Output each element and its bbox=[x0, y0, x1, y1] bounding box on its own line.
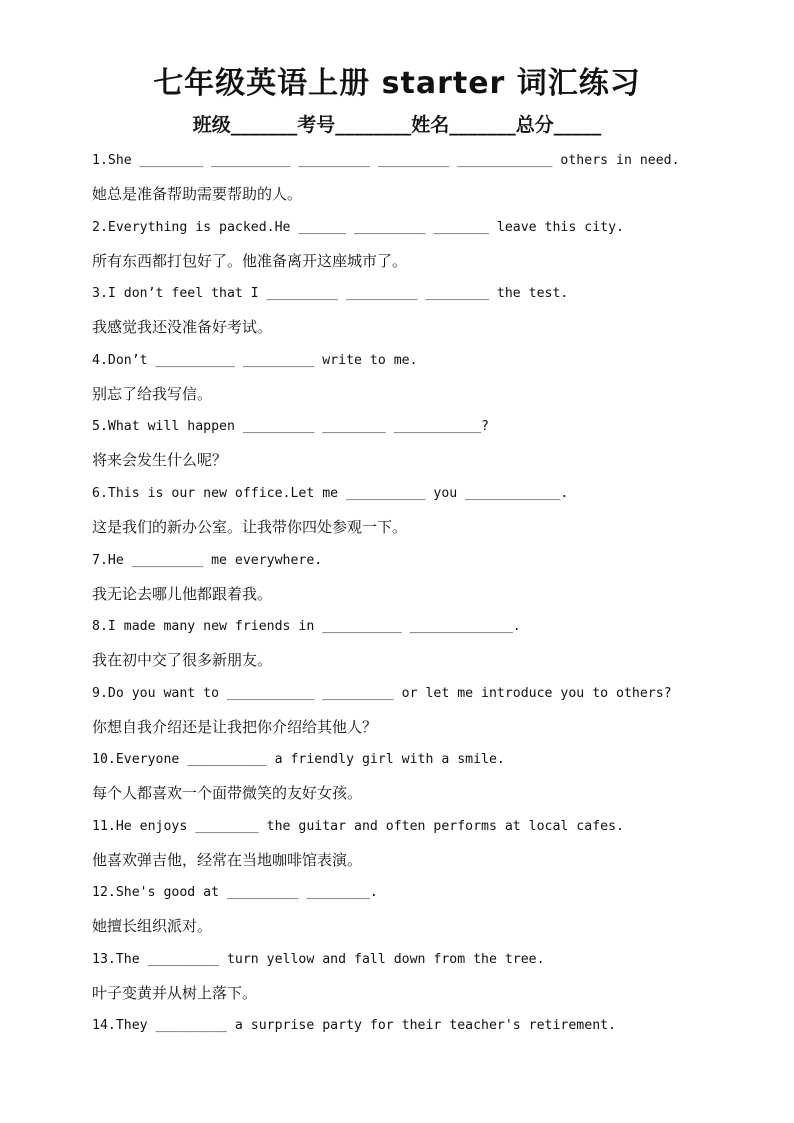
question-8-en: 8.I made many new friends in __________ _____________. bbox=[92, 619, 521, 634]
question-14-en: 14.They _________ a surprise party for their teacher's retirement. bbox=[92, 1018, 617, 1033]
question-9-en: 9.Do you want to ___________ _________ or let me introduce you to others? bbox=[92, 686, 672, 701]
question-4-cn: 别忘了给我写信。 bbox=[92, 385, 213, 403]
question-11-en: 11.He enjoys ________ the guitar and often performs at local cafes. bbox=[92, 819, 624, 834]
question-7-cn: 我无论去哪儿他都跟着我。 bbox=[92, 585, 273, 603]
question-2-cn: 所有东西都打包好了。他准备离开这座城市了。 bbox=[92, 252, 408, 270]
question-13-cn: 叶子变黄并从树上落下。 bbox=[92, 984, 258, 1002]
question-1-cn: 她总是准备帮助需要帮助的人。 bbox=[92, 185, 303, 203]
question-12-en: 12.She's good at _________ ________. bbox=[92, 885, 378, 900]
question-12-cn: 她擅长组织派对。 bbox=[92, 917, 213, 935]
question-5-en: 5.What will happen _________ ________ ___________? bbox=[92, 419, 489, 434]
question-5-cn: 将来会发生什么呢？ bbox=[92, 451, 228, 469]
question-8-cn: 我在初中交了很多新朋友。 bbox=[92, 651, 273, 669]
question-1-en: 1.She ________ __________ _________ _________ ____________ others in need. bbox=[92, 153, 680, 168]
question-3-cn: 我感觉我还没准备好考试。 bbox=[92, 318, 273, 336]
question-7-en: 7.He _________ me everywhere. bbox=[92, 553, 323, 568]
question-9-cn: 你想自我介绍还是让我把你介绍给其他人？ bbox=[92, 718, 378, 736]
question-11-cn: 他喜欢弹吉他，经常在当地咖啡馆表演。 bbox=[92, 851, 363, 869]
question-10-cn: 每个人都喜欢一个面带微笑的友好女孩。 bbox=[92, 784, 363, 802]
question-2-en: 2.Everything is packed.He ______ _________ _______ leave this city. bbox=[92, 220, 624, 235]
question-4-en: 4.Don’t __________ _________ write to me. bbox=[92, 353, 418, 368]
question-3-en: 3.I don’t feel that I _________ _________ ________ the test. bbox=[92, 286, 569, 301]
student-info-line: 班级_______考号________姓名_______总分_____ bbox=[192, 114, 602, 136]
question-10-en: 10.Everyone __________ a friendly girl with a smile. bbox=[92, 752, 505, 767]
question-13-en: 13.The _________ turn yellow and fall down from the tree. bbox=[92, 952, 545, 967]
worksheet-title: 七年级英语上册 starter 词汇练习 bbox=[153, 66, 641, 101]
question-6-cn: 这是我们的新办公室。让我带你四处参观一下。 bbox=[92, 518, 408, 536]
question-6-en: 6.This is our new office.Let me __________ you ____________. bbox=[92, 486, 569, 501]
